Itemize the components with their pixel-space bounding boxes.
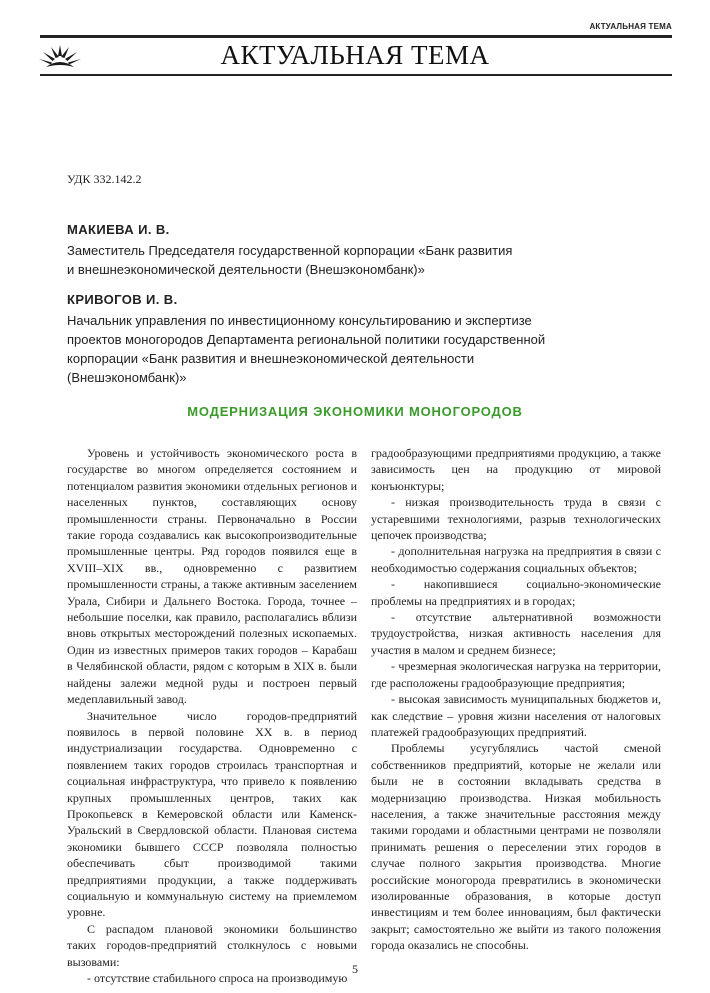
page-number: 5 xyxy=(352,962,358,976)
header-rule-bottom xyxy=(40,74,672,76)
author-position-line: Начальник управления по инвестиционному консультированию и экспертизе xyxy=(67,313,532,328)
paragraph-continuation: градообразующими предприятиями продукцию, а также зависимость цен на продукцию от мировой конъюнктуры; xyxy=(371,446,661,493)
author-position xyxy=(67,311,545,387)
author-position-line: проектов моногородов Департамента региональной политики государственной xyxy=(67,332,546,347)
paragraph: - низкая производительность труда в связи с устаревшими технологиями, разрыв технологических цепочек производства; xyxy=(371,495,661,543)
author-name: МАКИЕВА И. В. xyxy=(67,222,170,237)
paragraph: - высокая зависимость муниципальных бюджетов и, как следствие – уровня жизни населения от налоговых платежей градообразующих предприятий. xyxy=(371,692,661,739)
paragraph: - накопившиеся социально-экономические проблемы на предприятиях и в городах; xyxy=(371,577,661,608)
article-title: МОДЕРНИЗАЦИЯ ЭКОНОМИКИ МОНОГОРОДОВ xyxy=(187,404,523,419)
body-column-right xyxy=(371,445,661,954)
author-position xyxy=(67,241,512,279)
paragraph: Значительное число городов-предприятий появилось в первой половине XX в. в период индустриализации государства. Одновременно с появлением таких городов строилась транспортная и социальная инфраструктура, что привело к появлению крупных промышленных центров, таких как Прокопьевск в Кемеровской области или Каменск-Уральский в Свердловской области. Плановая система экономики бывшего СССР позволяла полностью обеспечивать сбыт производимой такими предприятиями продукции, а также поддерживать социальную и коммунальную систему на приемлемом уровне. xyxy=(67,708,357,920)
author-block xyxy=(67,222,512,279)
author-position-line: Заместитель Председателя государственной корпорации «Банк развития xyxy=(67,243,513,258)
paragraph: Проблемы усугублялись частой сменой собственников предприятий, которые не желали или были не в состоянии вкладывать средства в модернизацию производства. Низкая мобильность населения, а также значительные расстояния между такими городами и областными центрами не позволяли принимать решения о переселении этих городов в случае полного закрытия производства. Многие российские моногорода превратились в экономически изолированные образования, в которые доступ инвестициям и тем более инновациям, был фактически закрыт; самостоятельно же выйти из такого положения города оказались не способны. xyxy=(371,741,661,953)
author-position-line: (Внешэкономбанк)» xyxy=(67,370,187,385)
paragraph: - чрезмерная экологическая нагрузка на территории, где расположены градообразующие предприятия; xyxy=(371,659,661,690)
paragraph: - отсутствие альтернативной возможности трудоустройства, низкая активность населения для участия в малом и среднем бизнесе; xyxy=(371,610,661,657)
paragraph: - отсутствие стабильного спроса на производимую xyxy=(87,971,348,985)
paragraph: - дополнительная нагрузка на предприятия в связи с необходимостью содержания социальных объектов; xyxy=(371,544,661,575)
header-rule-top xyxy=(40,35,672,38)
author-block xyxy=(67,292,545,387)
author-position-line: и внешнеэкономической деятельности (Внешэкономбанк)» xyxy=(67,262,425,277)
paragraph: Уровень и устойчивость экономического роста в государстве во многом определяется состоянием и потенциалом развития экономики отдельных регионов и населенных пунктов, составляющих основу промышленности страны. Первоначально в России такие города создавались как высокопроизводительные промышленные центры. Ряд городов появился еще в XVIII–XIX вв., одновременно с развитием промышленности страны, а также активным заселением Урала, Сибири и Дальнего Востока. Города, точнее – небольшие поселки, как правило, располагались вблизи вновь открытых месторождений полезных ископаемых. Один из известных примеров таких городов – Карабаш в Челябинской области, рядом с которым в XIX в. были найдены залежи медной руды и построен первый медеплавильный завод. xyxy=(67,446,357,707)
udc-code: УДК 332.142.2 xyxy=(67,172,142,186)
running-head: АКТУАЛЬНАЯ ТЕМА xyxy=(589,22,672,31)
author-position-line: корпорации «Банк развития и внешнеэкономической деятельности xyxy=(67,351,475,366)
body-column-left xyxy=(67,445,357,986)
section-title: АКТУАЛЬНАЯ ТЕМА xyxy=(220,40,490,70)
paragraph: С распадом плановой экономики большинство таких городов-предприятий столкнулось с новыми вызовами: xyxy=(67,921,357,969)
author-name: КРИВОГОВ И. В. xyxy=(67,292,178,307)
